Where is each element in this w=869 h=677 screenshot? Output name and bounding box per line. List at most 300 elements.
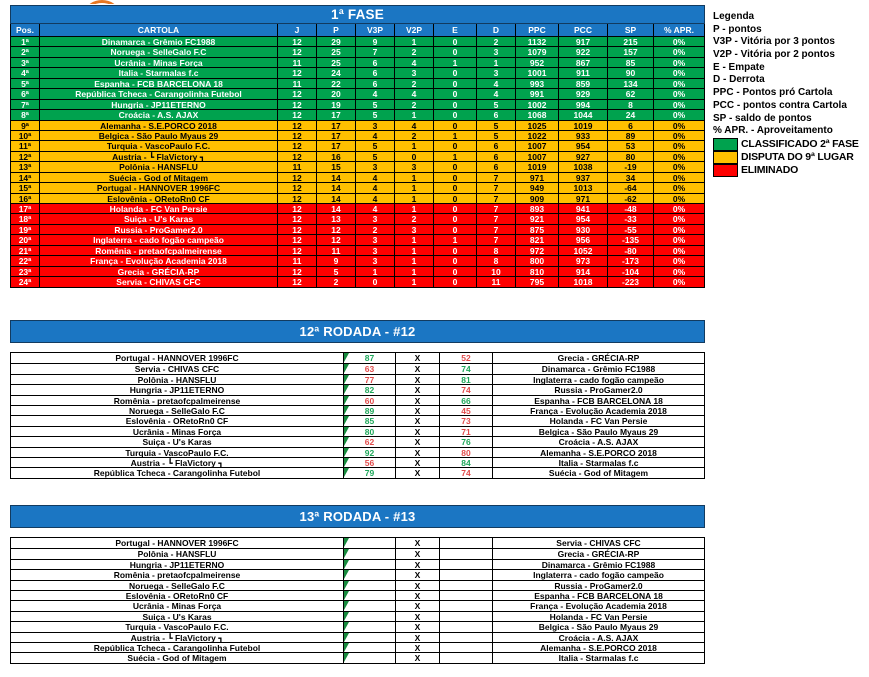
versus-label: X <box>396 653 440 662</box>
points-cell: 24 <box>317 67 356 77</box>
games-cell: 12 <box>278 224 317 234</box>
position-cell: 1ª <box>11 36 40 46</box>
away-score-cell <box>440 633 493 642</box>
home-score-cell <box>344 538 396 548</box>
apr-cell: 0% <box>654 151 704 161</box>
sp-cell: -80 <box>608 245 654 255</box>
home-team-cell: Romênia - pretaofcpalmeirense <box>11 396 344 405</box>
legend-line: PCC - pontos contra Cartola <box>713 99 847 111</box>
games-cell: 12 <box>278 88 317 98</box>
away-team-cell: Inglaterra - cado fogão campeão <box>493 375 704 384</box>
column-header-ppc: PPC <box>516 24 559 36</box>
v3p-cell: 6 <box>356 67 395 77</box>
ppc-cell: 810 <box>516 266 559 276</box>
games-cell: 12 <box>278 36 317 46</box>
team-name-cell: Grecia - GRÉCIA-RP <box>40 266 278 276</box>
points-cell: 14 <box>317 182 356 192</box>
match-row <box>11 374 704 384</box>
position-cell: 19ª <box>11 224 40 234</box>
v3p-cell: 4 <box>356 193 395 203</box>
points-cell: 22 <box>317 78 356 88</box>
column-header-v3p: V3P <box>356 24 395 36</box>
pcc-cell: 1013 <box>559 182 608 192</box>
apr-cell: 0% <box>654 245 704 255</box>
apr-cell: 0% <box>654 78 704 88</box>
sp-cell: 24 <box>608 109 654 119</box>
versus-label: X <box>396 353 440 363</box>
legend-title: Legenda <box>713 11 755 22</box>
games-cell: 12 <box>278 151 317 161</box>
away-score-cell <box>440 612 493 621</box>
match-row <box>11 600 704 610</box>
standings-header-row <box>11 24 704 36</box>
away-team-cell: Dinamarca - Grêmio FC1988 <box>493 364 704 373</box>
versus-label: X <box>396 538 440 548</box>
match-row <box>11 590 704 600</box>
away-team-cell: Grecia - GRÉCIA-RP <box>493 549 704 558</box>
corner-marker-icon <box>344 601 349 610</box>
position-cell: 11ª <box>11 140 40 150</box>
corner-marker-icon <box>344 468 349 477</box>
games-cell: 11 <box>278 57 317 67</box>
standings-row <box>11 130 704 140</box>
draws-cell: 0 <box>434 46 477 56</box>
away-score-cell: 84 <box>440 458 493 467</box>
team-name-cell: Hungria - JP11ETERNO <box>40 99 278 109</box>
away-team-cell: Croácia - A.S. AJAX <box>493 633 704 642</box>
logo-fragment-icon <box>84 0 116 4</box>
corner-marker-icon <box>344 538 349 547</box>
home-score-cell: 80 <box>344 427 396 436</box>
v2p-cell: 2 <box>395 78 434 88</box>
ppc-cell: 1025 <box>516 120 559 130</box>
draws-cell: 0 <box>434 203 477 213</box>
versus-label: X <box>396 437 440 446</box>
home-team-cell: Hungria - JP11ETERNO <box>11 385 344 394</box>
away-score-cell <box>440 581 493 590</box>
corner-marker-icon <box>344 549 349 558</box>
standings-row <box>11 67 704 77</box>
sp-cell: 34 <box>608 172 654 182</box>
ppc-cell: 1132 <box>516 36 559 46</box>
points-cell: 14 <box>317 193 356 203</box>
ppc-cell: 1002 <box>516 99 559 109</box>
games-cell: 12 <box>278 140 317 150</box>
ppc-cell: 1007 <box>516 151 559 161</box>
v3p-cell: 9 <box>356 36 395 46</box>
points-cell: 25 <box>317 46 356 56</box>
team-name-cell: Italia - Starmalas f.c <box>40 67 278 77</box>
team-name-cell: Polônia - HANSFLU <box>40 161 278 171</box>
position-cell: 5ª <box>11 78 40 88</box>
corner-marker-icon <box>344 448 349 457</box>
away-team-cell: Servia - CHIVAS CFC <box>493 538 704 548</box>
standings-row <box>11 266 704 276</box>
position-cell: 16ª <box>11 193 40 203</box>
v3p-cell: 3 <box>356 234 395 244</box>
match-row <box>11 405 704 415</box>
losses-cell: 11 <box>477 276 516 286</box>
draws-cell: 0 <box>434 161 477 171</box>
versus-label: X <box>396 549 440 558</box>
pcc-cell: 859 <box>559 78 608 88</box>
home-team-cell: Eslovênia - ORetoRn0 CF <box>11 416 344 425</box>
losses-cell: 2 <box>477 36 516 46</box>
apr-cell: 0% <box>654 140 704 150</box>
losses-cell: 8 <box>477 255 516 265</box>
match-row <box>11 447 704 457</box>
losses-cell: 7 <box>477 213 516 223</box>
home-score-cell: 82 <box>344 385 396 394</box>
losses-cell: 4 <box>477 78 516 88</box>
points-cell: 13 <box>317 213 356 223</box>
corner-marker-icon <box>344 458 349 467</box>
team-name-cell: Portugal - HANNOVER 1996FC <box>40 182 278 192</box>
match-row <box>11 395 704 405</box>
away-team-cell: Grecia - GRÉCIA-RP <box>493 353 704 363</box>
v3p-cell: 4 <box>356 172 395 182</box>
apr-cell: 0% <box>654 213 704 223</box>
position-cell: 2ª <box>11 46 40 56</box>
corner-marker-icon <box>344 427 349 436</box>
draws-cell: 1 <box>434 151 477 161</box>
legend-line: V2P - Vitória por 2 pontos <box>713 49 835 61</box>
standings-row <box>11 46 704 56</box>
home-score-cell: 77 <box>344 375 396 384</box>
ppc-cell: 795 <box>516 276 559 286</box>
draws-cell: 0 <box>434 88 477 98</box>
team-name-cell: Ucrânia - Minas Força <box>40 57 278 67</box>
games-cell: 11 <box>278 161 317 171</box>
pcc-cell: 914 <box>559 266 608 276</box>
position-cell: 8ª <box>11 109 40 119</box>
team-name-cell: Austria - ┗ FlaVictory ┓ <box>40 151 278 161</box>
corner-marker-icon <box>344 591 349 600</box>
pcc-cell: 1044 <box>559 109 608 119</box>
apr-cell: 0% <box>654 67 704 77</box>
losses-cell: 5 <box>477 120 516 130</box>
match-row <box>11 538 704 548</box>
sp-cell: 157 <box>608 46 654 56</box>
losses-cell: 4 <box>477 88 516 98</box>
v3p-cell: 4 <box>356 203 395 213</box>
away-score-cell: 81 <box>440 375 493 384</box>
corner-marker-icon <box>344 633 349 642</box>
games-cell: 12 <box>278 130 317 140</box>
games-cell: 12 <box>278 203 317 213</box>
v2p-cell: 1 <box>395 193 434 203</box>
versus-label: X <box>396 458 440 467</box>
versus-label: X <box>396 385 440 394</box>
away-score-cell: 74 <box>440 468 493 477</box>
v3p-cell: 5 <box>356 109 395 119</box>
home-score-cell <box>344 653 396 662</box>
versus-label: X <box>396 643 440 652</box>
pcc-cell: 956 <box>559 234 608 244</box>
pcc-cell: 973 <box>559 255 608 265</box>
games-cell: 12 <box>278 182 317 192</box>
apr-cell: 0% <box>654 172 704 182</box>
sp-cell: -19 <box>608 161 654 171</box>
home-score-cell: 89 <box>344 406 396 415</box>
team-name-cell: Alemanha - S.E.PORCO 2018 <box>40 120 278 130</box>
position-cell: 7ª <box>11 99 40 109</box>
sp-cell: -33 <box>608 213 654 223</box>
standings-row <box>11 161 704 171</box>
apr-cell: 0% <box>654 130 704 140</box>
ppc-cell: 921 <box>516 213 559 223</box>
home-score-cell <box>344 643 396 652</box>
v2p-cell: 3 <box>395 67 434 77</box>
v3p-cell: 3 <box>356 120 395 130</box>
match-row <box>11 353 704 363</box>
losses-cell: 6 <box>477 140 516 150</box>
corner-marker-icon <box>344 353 349 362</box>
away-score-cell <box>440 570 493 579</box>
away-score-cell <box>440 653 493 662</box>
v2p-cell: 1 <box>395 172 434 182</box>
legend-line: SP - saldo de pontos <box>713 112 812 124</box>
position-cell: 23ª <box>11 266 40 276</box>
games-cell: 12 <box>278 172 317 182</box>
away-score-cell <box>440 560 493 569</box>
away-team-cell: Belgica - São Paulo Myaus 29 <box>493 427 704 436</box>
standings-row <box>11 245 704 255</box>
home-team-cell: Eslovênia - ORetoRn0 CF <box>11 591 344 600</box>
versus-label: X <box>396 601 440 610</box>
ppc-cell: 1022 <box>516 130 559 140</box>
ppc-cell: 800 <box>516 255 559 265</box>
games-cell: 12 <box>278 120 317 130</box>
sp-cell: 8 <box>608 99 654 109</box>
corner-marker-icon <box>344 570 349 579</box>
points-cell: 12 <box>317 224 356 234</box>
points-cell: 5 <box>317 266 356 276</box>
corner-marker-icon <box>344 385 349 394</box>
apr-cell: 0% <box>654 266 704 276</box>
position-cell: 4ª <box>11 67 40 77</box>
ppc-cell: 991 <box>516 88 559 98</box>
standings-row <box>11 88 704 98</box>
away-team-cell: Croácia - A.S. AJAX <box>493 437 704 446</box>
legend-item-label: CLASSIFICADO 2ª FASE <box>741 138 859 151</box>
corner-marker-icon <box>344 375 349 384</box>
away-team-cell: Dinamarca - Grêmio FC1988 <box>493 560 704 569</box>
column-header-draws: E <box>434 24 477 36</box>
sp-cell: 53 <box>608 140 654 150</box>
team-name-cell: Holanda - FC Van Persie <box>40 203 278 213</box>
home-team-cell: Noruega - SelleGalo F.C <box>11 581 344 590</box>
sp-cell: 85 <box>608 57 654 67</box>
points-cell: 9 <box>317 255 356 265</box>
home-team-cell: Portugal - HANNOVER 1996FC <box>11 538 344 548</box>
points-cell: 14 <box>317 203 356 213</box>
team-name-cell: Dinamarca - Grêmio FC1988 <box>40 36 278 46</box>
match-row <box>11 632 704 642</box>
home-score-cell: 60 <box>344 396 396 405</box>
v2p-cell: 2 <box>395 99 434 109</box>
versus-label: X <box>396 612 440 621</box>
v3p-cell: 3 <box>356 161 395 171</box>
ppc-cell: 993 <box>516 78 559 88</box>
team-name-cell: Croácia - A.S. AJAX <box>40 109 278 119</box>
apr-cell: 0% <box>654 255 704 265</box>
away-team-cell: Italia - Starmalas f.c <box>493 653 704 662</box>
round-13-title-bar: 13ª RODADA - #13 <box>10 505 705 528</box>
home-team-cell: República Tcheca - Carangolinha Futebol <box>11 643 344 652</box>
home-team-cell: Austria - ┗ FlaVictory ┓ <box>11 458 344 467</box>
points-cell: 25 <box>317 57 356 67</box>
home-team-cell: Suiça - U's Karas <box>11 437 344 446</box>
v3p-cell: 1 <box>356 266 395 276</box>
match-row <box>11 467 704 477</box>
games-cell: 12 <box>278 99 317 109</box>
standings-row <box>11 255 704 265</box>
versus-label: X <box>396 633 440 642</box>
v3p-cell: 3 <box>356 213 395 223</box>
ppc-cell: 952 <box>516 57 559 67</box>
v2p-cell: 0 <box>395 151 434 161</box>
legend-line: E - Empate <box>713 61 765 73</box>
draws-cell: 0 <box>434 99 477 109</box>
home-team-cell: Austria - ┗ FlaVictory ┓ <box>11 633 344 642</box>
home-team-cell: Polônia - HANSFLU <box>11 375 344 384</box>
standings-row <box>11 213 704 223</box>
v3p-cell: 7 <box>356 46 395 56</box>
home-score-cell <box>344 612 396 621</box>
draws-cell: 0 <box>434 109 477 119</box>
away-team-cell: Alemanha - S.E.PORCO 2018 <box>493 448 704 457</box>
pcc-cell: 1018 <box>559 276 608 286</box>
home-team-cell: República Tcheca - Carangolinha Futebol <box>11 468 344 477</box>
points-cell: 16 <box>317 151 356 161</box>
games-cell: 12 <box>278 193 317 203</box>
losses-cell: 6 <box>477 109 516 119</box>
away-score-cell: 74 <box>440 385 493 394</box>
standings-table <box>10 24 705 288</box>
team-name-cell: Russia - ProGamer2.0 <box>40 224 278 234</box>
home-team-cell: Turquia - VascoPaulo F.C. <box>11 622 344 631</box>
draws-cell: 0 <box>434 78 477 88</box>
draws-cell: 0 <box>434 67 477 77</box>
versus-label: X <box>396 416 440 425</box>
draws-cell: 0 <box>434 140 477 150</box>
pcc-cell: 933 <box>559 130 608 140</box>
points-cell: 11 <box>317 245 356 255</box>
v2p-cell: 4 <box>395 57 434 67</box>
match-row <box>11 611 704 621</box>
pcc-cell: 911 <box>559 67 608 77</box>
points-cell: 17 <box>317 109 356 119</box>
v2p-cell: 1 <box>395 266 434 276</box>
yellow-swatch-icon <box>713 151 738 164</box>
apr-cell: 0% <box>654 193 704 203</box>
position-cell: 21ª <box>11 245 40 255</box>
column-header-games: J <box>278 24 317 36</box>
standings-row <box>11 36 704 46</box>
losses-cell: 7 <box>477 203 516 213</box>
pcc-cell: 929 <box>559 88 608 98</box>
v2p-cell: 1 <box>395 276 434 286</box>
points-cell: 19 <box>317 99 356 109</box>
losses-cell: 10 <box>477 266 516 276</box>
games-cell: 12 <box>278 67 317 77</box>
home-score-cell <box>344 560 396 569</box>
sp-cell: -48 <box>608 203 654 213</box>
legend-line: P - pontos <box>713 23 762 35</box>
match-row <box>11 559 704 569</box>
ppc-cell: 1079 <box>516 46 559 56</box>
position-cell: 6ª <box>11 88 40 98</box>
sp-cell: -223 <box>608 276 654 286</box>
ppc-cell: 1068 <box>516 109 559 119</box>
legend-item-eliminated <box>713 164 859 177</box>
losses-cell: 7 <box>477 193 516 203</box>
sp-cell: 6 <box>608 120 654 130</box>
pcc-cell: 917 <box>559 36 608 46</box>
v2p-cell: 4 <box>395 88 434 98</box>
apr-cell: 0% <box>654 88 704 98</box>
pcc-cell: 971 <box>559 193 608 203</box>
team-name-cell: Servia - CHIVAS CFC <box>40 276 278 286</box>
versus-label: X <box>396 560 440 569</box>
corner-marker-icon <box>344 643 349 652</box>
team-name-cell: Suécia - God of Mitagem <box>40 172 278 182</box>
away-score-cell: 76 <box>440 437 493 446</box>
versus-label: X <box>396 468 440 477</box>
versus-label: X <box>396 406 440 415</box>
position-cell: 22ª <box>11 255 40 265</box>
games-cell: 11 <box>278 78 317 88</box>
match-row <box>11 652 704 662</box>
sp-cell: 80 <box>608 151 654 161</box>
column-header-sp: SP <box>608 24 654 36</box>
sp-cell: 215 <box>608 36 654 46</box>
match-row <box>11 621 704 631</box>
ppc-cell: 972 <box>516 245 559 255</box>
pcc-cell: 1038 <box>559 161 608 171</box>
draws-cell: 0 <box>434 182 477 192</box>
corner-marker-icon <box>344 622 349 631</box>
home-score-cell <box>344 549 396 558</box>
apr-cell: 0% <box>654 109 704 119</box>
away-team-cell: Holanda - FC Van Persie <box>493 612 704 621</box>
v2p-cell: 2 <box>395 130 434 140</box>
v2p-cell: 3 <box>395 224 434 234</box>
pcc-cell: 922 <box>559 46 608 56</box>
home-score-cell <box>344 581 396 590</box>
ppc-cell: 971 <box>516 172 559 182</box>
away-score-cell <box>440 601 493 610</box>
versus-label: X <box>396 622 440 631</box>
v2p-cell: 2 <box>395 46 434 56</box>
games-cell: 12 <box>278 234 317 244</box>
v3p-cell: 3 <box>356 255 395 265</box>
away-score-cell: 80 <box>440 448 493 457</box>
draws-cell: 1 <box>434 234 477 244</box>
sp-cell: -104 <box>608 266 654 276</box>
points-cell: 17 <box>317 140 356 150</box>
draws-cell: 0 <box>434 36 477 46</box>
position-cell: 12ª <box>11 151 40 161</box>
corner-marker-icon <box>344 437 349 446</box>
ppc-cell: 1007 <box>516 140 559 150</box>
games-cell: 12 <box>278 109 317 119</box>
match-row <box>11 457 704 467</box>
pcc-cell: 867 <box>559 57 608 67</box>
corner-marker-icon <box>344 396 349 405</box>
away-score-cell <box>440 538 493 548</box>
